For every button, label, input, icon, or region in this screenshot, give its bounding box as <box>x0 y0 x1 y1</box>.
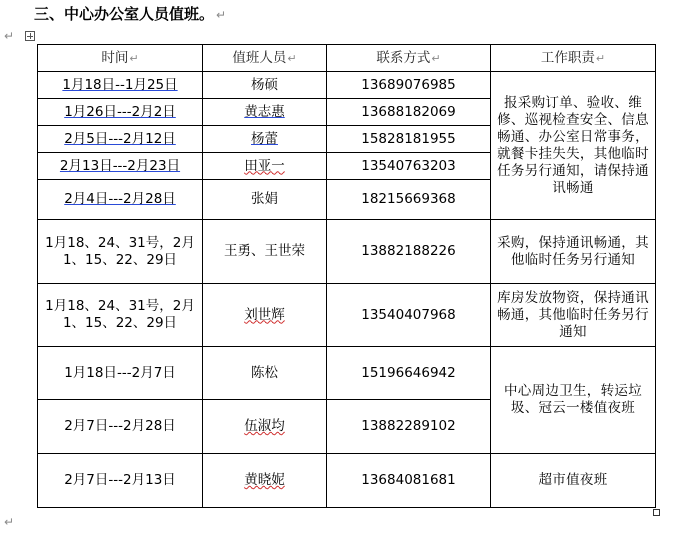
time-cell: 1月18、24、31号，2月1、15、22、29日 <box>38 220 203 284</box>
paragraph-mark-icon: ↵ <box>216 8 227 22</box>
time-cell: 2月5日---2月12日 <box>38 126 203 153</box>
person-cell: 杨硕 <box>203 72 327 99</box>
table-row <box>38 284 656 347</box>
time-cell: 1月18、24、31号，2月1、15、22、29日 <box>38 284 203 347</box>
person-cell: 王勇、王世荣 <box>203 220 327 284</box>
table-move-handle-icon[interactable] <box>25 31 35 41</box>
column-header-duty: 工作职责↵ <box>491 45 656 72</box>
time-cell: 1月18日--1月25日 <box>38 72 203 99</box>
person-cell: 黄晓妮 <box>203 454 327 508</box>
duty-cell: 采购，保持通讯畅通，其他临时任务另行通知 <box>491 220 656 284</box>
phone-cell: 13688182069 <box>327 99 491 126</box>
phone-cell: 15196646942 <box>327 347 491 400</box>
table-row <box>38 72 656 99</box>
duty-cell: 中心周边卫生，转运垃圾、冠云一楼值夜班 <box>491 347 656 454</box>
phone-cell: 13689076985 <box>327 72 491 99</box>
duty-cell: 报采购订单、验收、维修、巡视检查安全、信息畅通、办公室日常事务，就餐卡挂失失，其他临时任务另行通知，请保持通讯畅通 <box>491 72 656 220</box>
time-cell: 2月7日---2月28日 <box>38 400 203 454</box>
table-resize-handle-icon[interactable] <box>653 509 660 516</box>
duty-cell: 库房发放物资，保持通讯畅通，其他临时任务另行通知 <box>491 284 656 347</box>
time-cell: 1月26日---2月2日 <box>38 99 203 126</box>
phone-cell: 13684081681 <box>327 454 491 508</box>
phone-cell: 13882289102 <box>327 400 491 454</box>
phone-cell: 13882188226 <box>327 220 491 284</box>
time-cell: 2月13日---2月23日 <box>38 153 203 180</box>
duty-roster-table <box>37 44 656 508</box>
duty-cell: 超市值夜班 <box>491 454 656 508</box>
time-cell: 1月18日---2月7日 <box>38 347 203 400</box>
phone-cell: 15828181955 <box>327 126 491 153</box>
phone-cell: 13540407968 <box>327 284 491 347</box>
phone-cell: 13540763203 <box>327 153 491 180</box>
column-header-time: 时间↵ <box>38 45 203 72</box>
person-cell: 田亚一 <box>203 153 327 180</box>
time-cell: 2月7日---2月13日 <box>38 454 203 508</box>
table-row <box>38 454 656 508</box>
paragraph-mark-icon: ↵ <box>4 515 15 529</box>
paragraph-mark-icon: ↵ <box>4 29 15 43</box>
person-cell: 黄志惠 <box>203 99 327 126</box>
person-cell: 张娟 <box>203 180 327 220</box>
person-cell: 伍淑均 <box>203 400 327 454</box>
person-cell: 刘世辉 <box>203 284 327 347</box>
column-header-person: 值班人员↵ <box>203 45 327 72</box>
section-heading: 三、中心办公室人员值班。 ↵ <box>34 5 227 23</box>
time-cell: 2月4日---2月28日 <box>38 180 203 220</box>
table-row <box>38 220 656 284</box>
phone-cell: 18215669368 <box>327 180 491 220</box>
person-cell: 陈松 <box>203 347 327 400</box>
column-header-phone: 联系方式↵ <box>327 45 491 72</box>
person-cell: 杨蕾 <box>203 126 327 153</box>
table-row <box>38 347 656 400</box>
